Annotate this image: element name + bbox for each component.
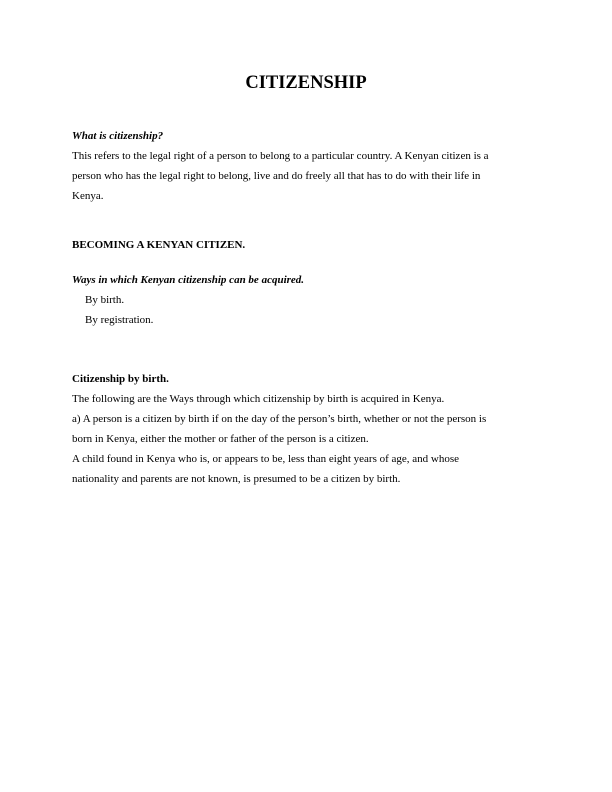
section-citizenship-by-birth — [72, 369, 542, 489]
section-ways-acquired — [72, 270, 542, 330]
body-line: person who has the legal right to belong, live and do freely all that has to do with their life in — [72, 170, 481, 182]
list-item: By birth. — [85, 294, 125, 306]
body-line: a) A person is a citizen by birth if on the day of the person’s birth, whether or not the person is — [72, 413, 487, 425]
page-title: CITIZENSHIP — [245, 73, 367, 93]
body-line: nationality and parents are not known, is presumed to be a citizen by birth. — [72, 473, 401, 485]
body-line: This refers to the legal right of a person to belong to a particular country. A Kenyan citizen is a — [72, 150, 489, 162]
body-line: A child found in Kenya who is, or appears to be, less than eight years of age, and whose — [72, 453, 460, 465]
section-becoming-kenyan-citizen — [72, 235, 542, 255]
body-line: The following are the Ways through which citizenship by birth is acquired in Kenya. — [72, 393, 445, 405]
list-item: By registration. — [85, 314, 154, 326]
section-heading: BECOMING A KENYAN CITIZEN. — [72, 239, 246, 251]
body-line: born in Kenya, either the mother or father of the person is a citizen. — [72, 433, 369, 445]
section-what-is-citizenship — [72, 126, 542, 206]
section-heading: Citizenship by birth. — [72, 373, 169, 385]
section-heading: What is citizenship? — [72, 130, 164, 142]
section-heading: Ways in which Kenyan citizenship can be acquired. — [72, 274, 305, 286]
body-line: Kenya. — [72, 190, 104, 202]
